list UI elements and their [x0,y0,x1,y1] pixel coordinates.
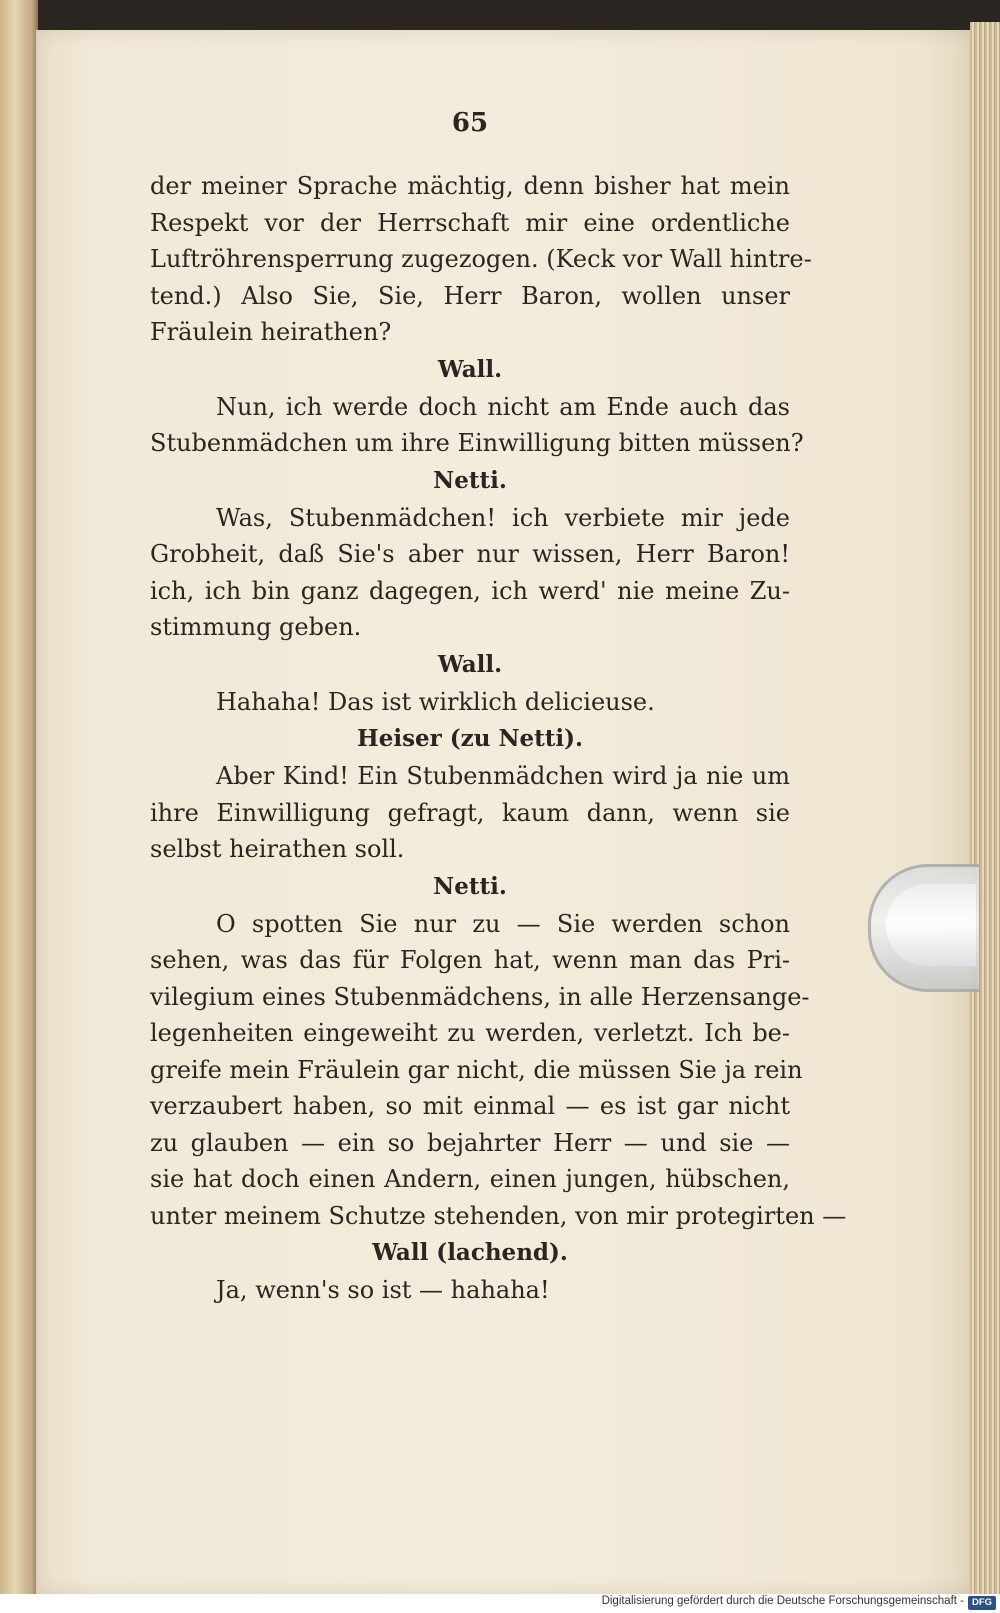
text-line: verzaubert haben, so mit einmal — es ist gar nicht [150,1092,790,1120]
text-line: greife mein Fräulein gar nicht, die müssen Sie ja rein [150,1055,803,1084]
footer-bar [0,1594,1000,1613]
text-line: Aber Kind! Ein Stubenmädchen wird ja nie um [216,762,790,790]
page-text [150,168,847,1309]
dfg-logo: DFG [968,1596,996,1610]
text-line: Luftröhrensperrung zugezogen. (Keck vor Wall hintre- [150,245,812,273]
previous-page-edge [0,0,38,1594]
text-line: der meiner Sprache mächtig, denn bisher hat mein [150,172,790,200]
text-line: stimmung geben. [150,613,362,641]
text-line: selbst heirathen soll. [150,835,405,863]
text-line: sehen, was das für Folgen hat, wenn man das Pri- [150,946,790,974]
text-line: Hahaha! Das ist wirklich delicieuse. [216,687,655,716]
speaker-label: Netti. [433,872,507,900]
speaker-label: Wall (lachend). [372,1239,568,1266]
text-line: unter meinem Schutze stehenden, von mir protegirten — [150,1201,847,1230]
text-line: sie hat doch einen Andern, einen jungen, hübschen, [150,1165,790,1193]
text-line: ich, ich bin ganz dagegen, ich werd' nie meine Zu- [150,576,790,605]
text-line: ihre Einwilligung gefragt, kaum dann, wenn sie [150,798,790,827]
text-line: Stubenmädchen um ihre Einwilligung bitten müssen? [150,429,804,457]
text-line: Respekt vor der Herrschaft mir eine ordentliche [150,208,790,237]
text-line: zu glauben — ein so bejahrter Herr — und sie — [150,1128,790,1157]
speaker-label: Heiser (zu Netti). [356,725,583,752]
text-line: Was, Stubenmädchen! ich verbiete mir jede [216,503,790,532]
speaker-label: Wall. [437,355,503,383]
text-line: Grobheit, daß Sie's aber nur wissen, Herr Baron! [150,540,790,568]
speaker-label: Netti. [433,466,507,494]
page-clip-highlight [886,884,976,966]
page-block-edge [970,22,1000,1594]
text-line: vilegium eines Stubenmädchens, in alle Herzensange- [150,982,810,1011]
text-line: Nun, ich werde doch nicht am Ende auch das [216,392,790,421]
speaker-label: Wall. [437,650,503,678]
text-line: tend.) Also Sie, Sie, Herr Baron, wollen unser [150,281,790,310]
funding-note: Digitalisierung gefördert durch die Deutsche Forschungsgemeinschaft - [601,1595,964,1607]
text-line: Fräulein heirathen? [150,318,392,346]
text-line: O spotten Sie nur zu — Sie werden schon [216,909,790,938]
page-number: 65 [451,108,489,138]
text-line: Ja, wenn's so ist — hahaha! [216,1276,550,1304]
text-line: legenheiten eingeweiht zu werden, verletzt. Ich be- [150,1019,790,1047]
